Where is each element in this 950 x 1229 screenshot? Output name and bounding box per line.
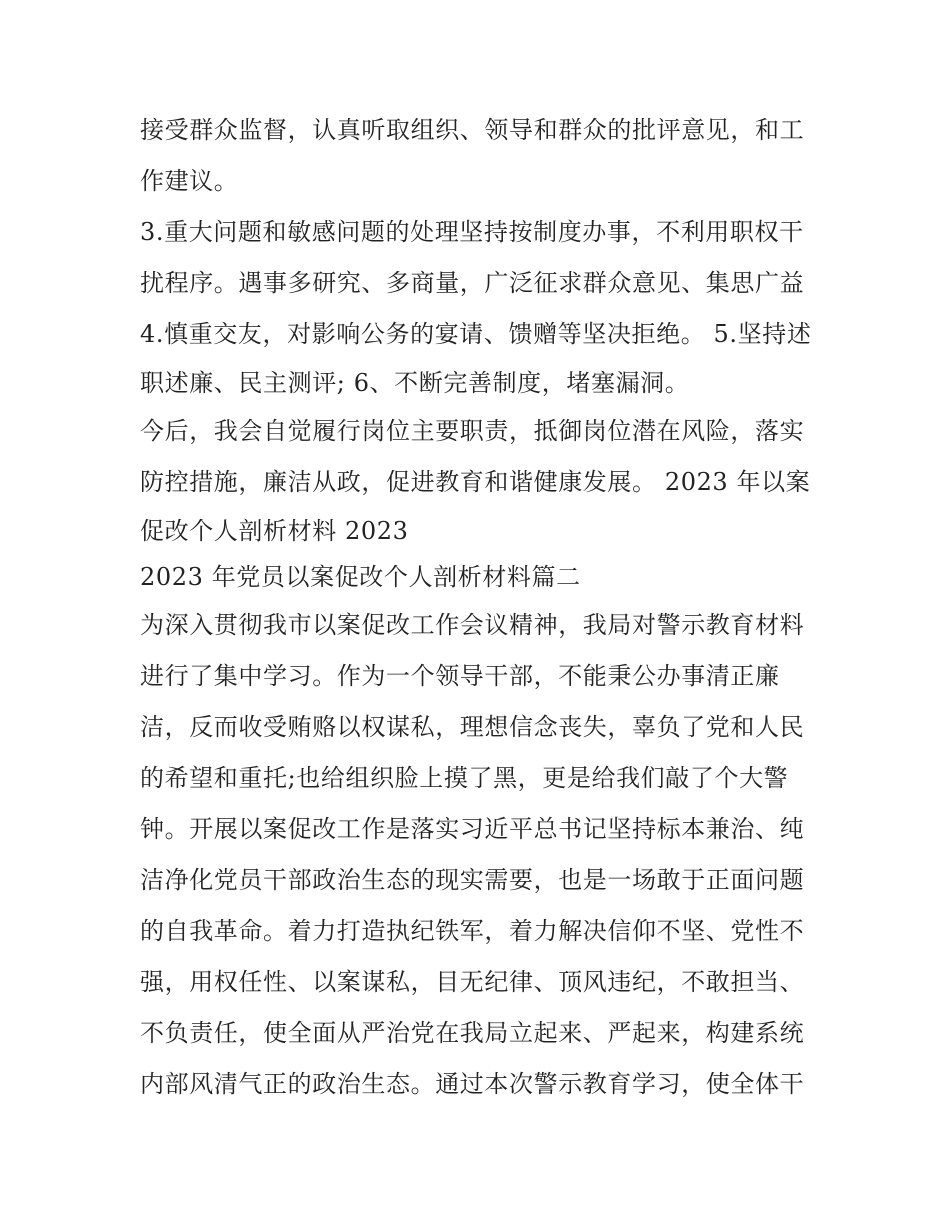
text-line: 防控措施，廉洁从政，促进教育和谐健康发展。 2023 年以案 bbox=[140, 468, 811, 496]
text-line: 促改个人剖析材料 2023 bbox=[140, 517, 409, 545]
text-line: 3.重大问题和敏感问题的处理坚持按制度办事，不利用职权干 bbox=[140, 218, 804, 246]
document-body bbox=[140, 105, 820, 1110]
text-line: 职述廉、民主测评; 6、不断完善制度，堵塞漏洞。 bbox=[140, 369, 690, 397]
text-line: 今后，我会自觉履行岗位主要职责，抵御岗位潜在风险，落实 bbox=[140, 417, 805, 445]
section-heading: 2023 年党员以案促改个人剖析材料篇二 bbox=[140, 563, 581, 591]
text-line: 洁，反而收受贿赂以权谋私，理想信念丧失，辜负了党和人民 bbox=[140, 713, 805, 741]
text-line: 强，用权任性、以案谋私，目无纪律、顶风违纪，不敢担当、 bbox=[140, 968, 805, 996]
text-line: 为深入贯彻我市以案促改工作会议精神，我局对警示教育材料 bbox=[140, 611, 805, 639]
text-line: 不负责任，使全面从严治党在我局立起来、严起来，构建系统 bbox=[140, 1019, 805, 1047]
text-line: 作建议。 bbox=[140, 167, 239, 195]
text-line: 内部风清气正的政治生态。通过本次警示教育学习，使全体干 bbox=[140, 1070, 805, 1098]
text-line: 的自我革命。着力打造执纪铁军，着力解决信仰不坚、党性不 bbox=[140, 917, 805, 945]
text-line: 接受群众监督，认真听取组织、领导和群众的批评意见，和工 bbox=[140, 116, 805, 144]
text-line: 4.慎重交友，对影响公务的宴请、馈赠等坚决拒绝。 5.坚持述 bbox=[140, 320, 812, 348]
text-line: 的希望和重托;也给组织脸上摸了黑，更是给我们敲了个大警 bbox=[140, 764, 789, 792]
text-line: 洁净化党员干部政治生态的现实需要，也是一场敢于正面问题 bbox=[140, 866, 805, 894]
text-line: 扰程序。遇事多研究、多商量，广泛征求群众意见、集思广益 bbox=[140, 269, 805, 297]
text-line: 钟。开展以案促改工作是落实习近平总书记坚持标本兼治、纯 bbox=[140, 815, 805, 843]
text-line: 进行了集中学习。作为一个领导干部，不能秉公办事清正廉 bbox=[140, 662, 780, 690]
